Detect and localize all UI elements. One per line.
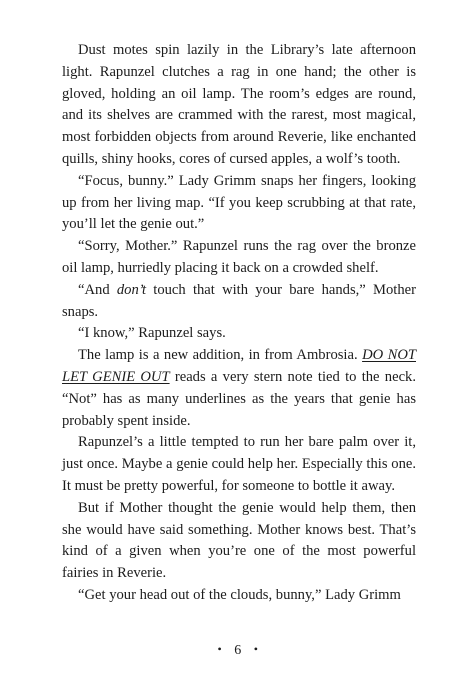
- genie-note-text: DO NOT LET GENIE OUT: [62, 347, 416, 385]
- paragraph-2: “Focus, bunny.” Lady Grimm snaps her fingers, looking up from her living map. “If you keep scrubbing at that rate, you’ll let the genie out.”: [62, 172, 416, 233]
- paragraph-6-start: The lamp is a new addition, in from Ambrosia.: [78, 347, 363, 364]
- paragraph-4-end: touch that with your bare hands,” Mother snaps.: [62, 281, 416, 320]
- bullet-left: •: [217, 642, 223, 656]
- paragraph-4-start: “And: [78, 281, 117, 298]
- paragraph-1: Dust motes spin lazily in the Library’s late afternoon light. Rapunzel clutches a rag in one hand; the other is gloved, holding an oil lamp. The room’s edges are round, and its shelves are crammed with the rarest, most magical, most forbidden objects from around Reverie, like enchanted quills, shiny hooks, cores of cursed apples, a wolf’s tooth.: [62, 42, 416, 167]
- paragraph-5: “I know,” Rapunzel says.: [78, 325, 226, 342]
- paragraph-7: Rapunzel’s a little tempted to run her bare palm over it, just once. Maybe a genie could help her. Especially this one. It must be pretty powerful, for someone to bottle it away.: [62, 434, 416, 494]
- paragraph-9: “Get your head out of the clouds, bunny,” Lady Grimm: [78, 586, 401, 603]
- page-number: 6: [234, 643, 242, 658]
- paragraph-6-end: reads a very stern note tied to the neck. “Not” has as many underlines as the years that genie has probably spent inside.: [62, 368, 416, 429]
- paragraph-3: “Sorry, Mother.” Rapunzel runs the rag over the bronze oil lamp, hurriedly placing it back on a crowded shelf.: [62, 238, 416, 276]
- paragraph-4-emphasis: don’t: [116, 281, 147, 298]
- paragraph-8: But if Mother thought the genie would help them, then she would have said something. Mother knows best. That’s kind of a given when you’re one of the most powerful fairies in Reverie.: [62, 499, 416, 582]
- bullet-right: •: [253, 642, 259, 656]
- page-body: [62, 40, 416, 607]
- page-footer: [0, 642, 476, 659]
- paragraph-6: [62, 345, 416, 432]
- paragraph-4: [62, 280, 416, 324]
